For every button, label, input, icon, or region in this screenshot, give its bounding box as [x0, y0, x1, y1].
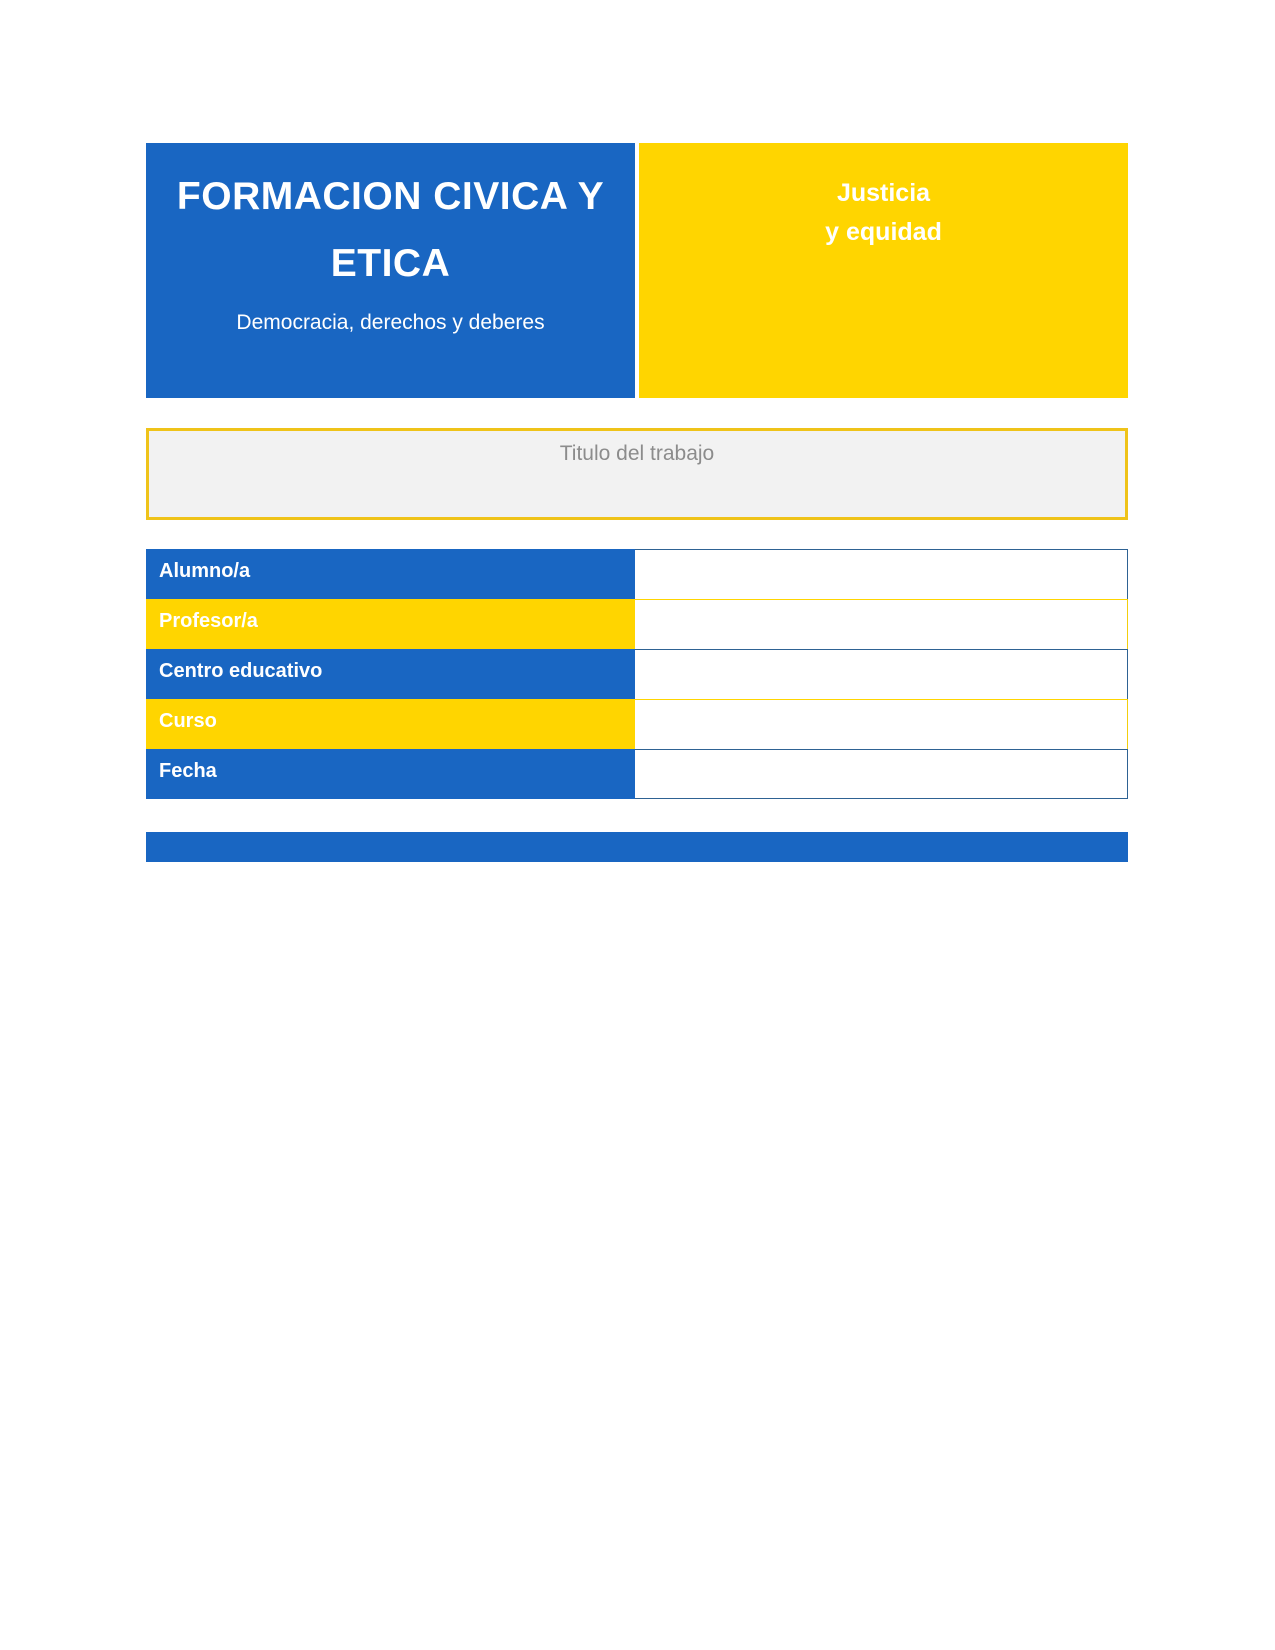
subject-title-line1: FORMACION CIVICA Y: [176, 175, 605, 218]
row-value-centro-educativo[interactable]: [635, 649, 1128, 699]
work-title-placeholder: Titulo del trabajo: [559, 442, 715, 465]
subject-title: [146, 143, 635, 297]
row-label-fecha: Fecha: [146, 749, 635, 799]
subject-title-panel: [146, 143, 635, 398]
row-value-fecha[interactable]: [635, 749, 1128, 799]
row-label-curso: Curso: [146, 699, 635, 749]
work-title-box[interactable]: [146, 428, 1128, 520]
table-row-profesor: [146, 599, 1128, 649]
table-row-fecha: [146, 749, 1128, 799]
subject-subtitle: Democracia, derechos y deberes: [236, 311, 545, 334]
row-label-profesor: Profesor/a: [146, 599, 635, 649]
table-row-alumno: [146, 549, 1128, 599]
topic-line1: Justicia: [836, 179, 931, 207]
footer-bar: [146, 832, 1128, 862]
subject-title-line2: ETICA: [330, 242, 451, 285]
topic-panel: [639, 143, 1128, 398]
table-row-centro-educativo: [146, 649, 1128, 699]
row-value-alumno[interactable]: [635, 549, 1128, 599]
row-value-profesor[interactable]: [635, 599, 1128, 649]
header-banner: [146, 143, 1128, 398]
row-label-centro-educativo: Centro educativo: [146, 649, 635, 699]
topic-text: [639, 143, 1128, 252]
row-value-curso[interactable]: [635, 699, 1128, 749]
row-label-alumno: Alumno/a: [146, 549, 635, 599]
info-table: [146, 549, 1128, 799]
table-row-curso: [146, 699, 1128, 749]
topic-line2: y equidad: [825, 218, 942, 246]
